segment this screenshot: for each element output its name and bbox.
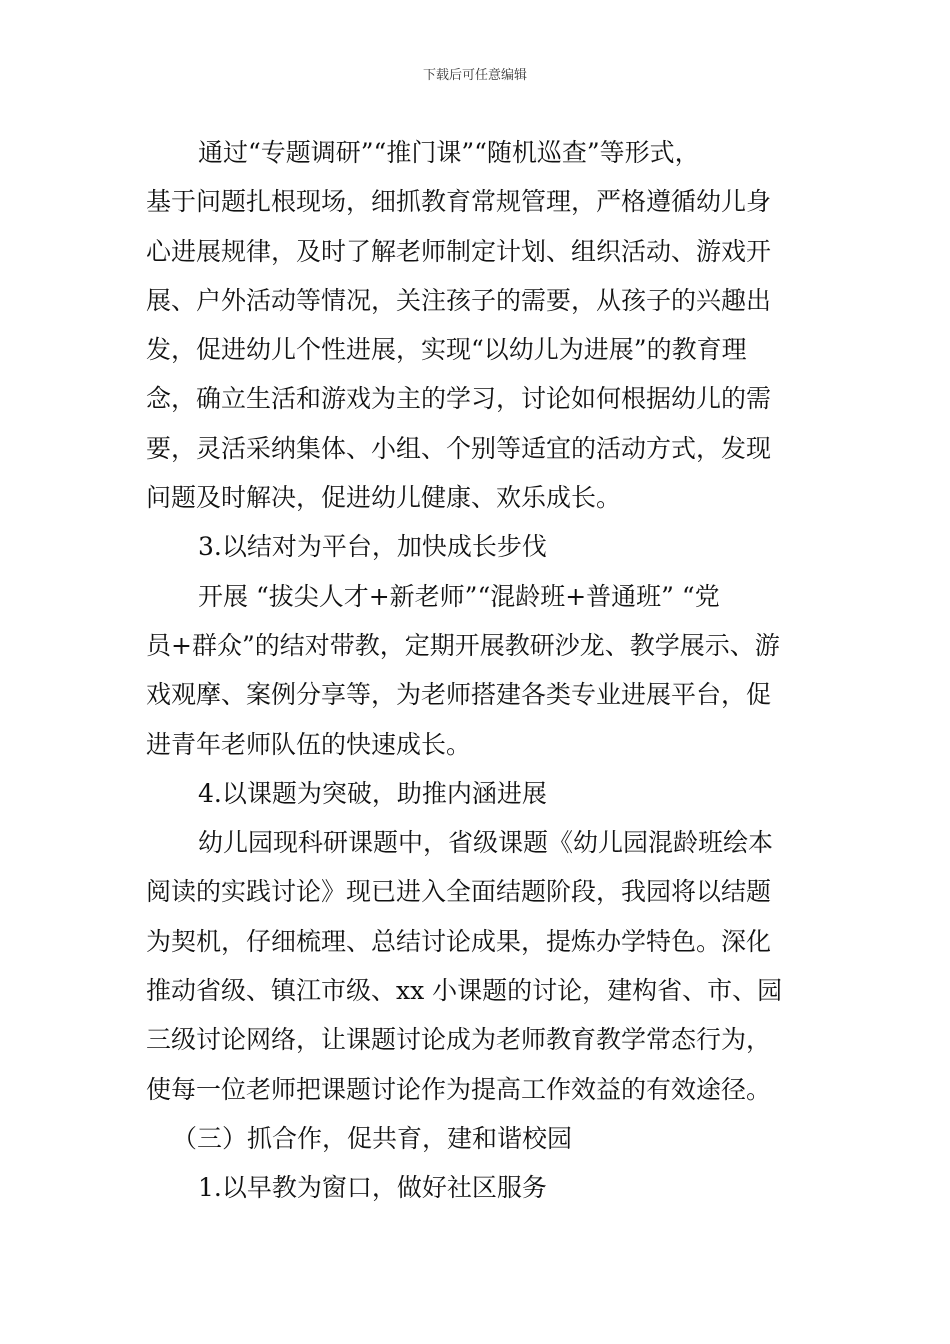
paragraph-line: 发，促进幼儿个性进展，实现“以幼儿为进展”的教育理 — [146, 335, 747, 365]
document-body — [146, 128, 810, 1213]
paragraph-line: 念，确立生活和游戏为主的学习，讨论如何根据幼儿的需 — [146, 384, 772, 414]
paragraph-line: 员+群众”的结对带教，定期开展教研沙龙、教学展示、游 — [146, 630, 780, 660]
paragraph-line: 幼儿园现科研课题中，省级课题《幼儿园混龄班绘本 — [198, 828, 774, 858]
paragraph-line: 开展 “拔尖人才+新老师”“混龄班+普通班” “党 — [198, 581, 720, 611]
paragraph-line: 基于问题扎根现场，细抓教育常规管理，严格遵循幼儿身 — [146, 187, 772, 217]
paragraph-line: 三级讨论网络，让课题讨论成为老师教育教学常态行为， — [146, 1025, 772, 1055]
paragraph-line: 进青年老师队伍的快速成长。 — [146, 729, 472, 759]
section-heading: 1.以早教为窗口，做好社区服务 — [198, 1173, 547, 1203]
section-heading: 3.以结对为平台，加快成长步伐 — [198, 532, 547, 562]
paragraph-line: 心进展规律，及时了解老师制定计划、组织活动、游戏开 — [146, 236, 772, 266]
section-heading: 4.以课题为突破，助推内涵进展 — [198, 778, 547, 808]
paragraph-line: 戏观摩、案例分享等，为老师搭建各类专业进展平台，促 — [146, 680, 772, 710]
paragraph-line: 阅读的实践讨论》现已进入全面结题阶段，我园将以结题 — [146, 877, 772, 907]
section-heading: （三）抓合作，促共育，建和谐校园 — [172, 1123, 573, 1153]
paragraph-line: 使每一位老师把课题讨论作为提高工作效益的有效途径。 — [146, 1074, 772, 1104]
paragraph-line: 问题及时解决，促进幼儿健康、欢乐成长。 — [146, 483, 622, 513]
paragraph-line: 为契机，仔细梳理、总结讨论成果，提炼办学特色。深化 — [146, 926, 772, 956]
paragraph-line: 要，灵活采纳集体、小组、个别等适宜的活动方式，发现 — [146, 433, 772, 463]
paragraph-line: 通过“专题调研”“推门课”“随机巡查”等形式， — [198, 138, 700, 167]
paragraph-line: 推动省级、镇江市级、xx 小课题的讨论，建构省、市、园 — [146, 976, 783, 1006]
paragraph-line: 展、户外活动等情况，关注孩子的需要，从孩子的兴趣出 — [146, 285, 772, 315]
page-header: 下载后可任意编辑 — [422, 68, 527, 83]
